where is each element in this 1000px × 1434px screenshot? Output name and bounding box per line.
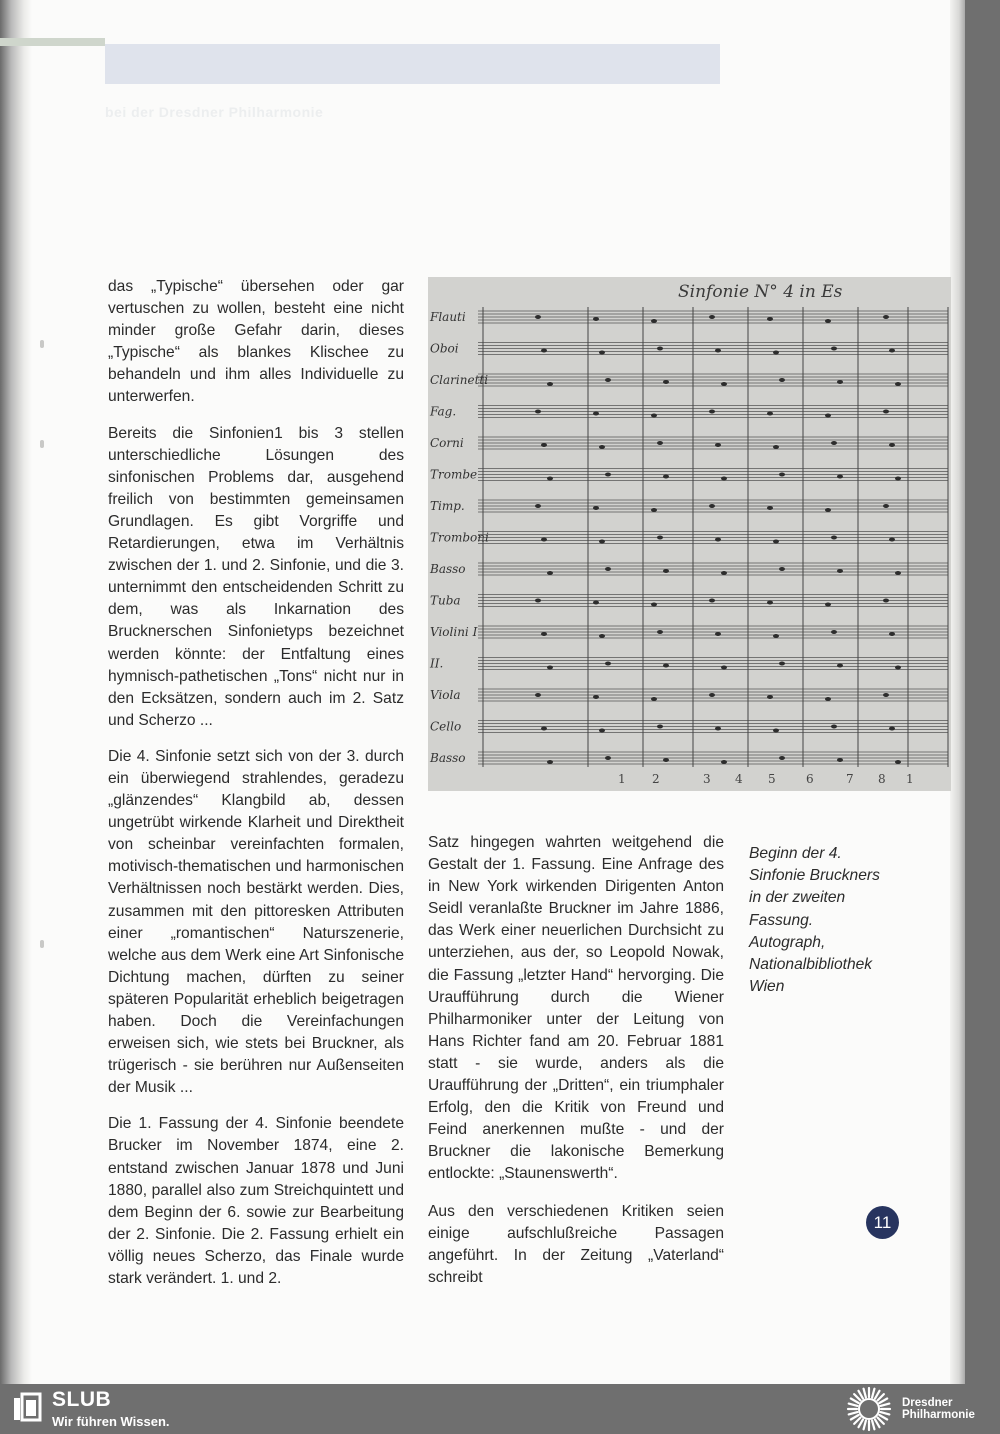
sun-ray	[854, 1417, 860, 1423]
text-column-left	[108, 276, 404, 1304]
page-number-badge: 11	[866, 1206, 899, 1239]
note-mark	[535, 410, 541, 414]
note-mark	[721, 382, 727, 386]
note-mark	[773, 445, 779, 449]
instrument-label: II.	[430, 656, 444, 671]
instrument-label: Trombe	[430, 467, 478, 482]
note-mark	[605, 567, 611, 571]
instrument-label: Timp.	[430, 499, 465, 513]
image-caption	[749, 843, 899, 998]
note-mark	[825, 319, 831, 323]
note-mark	[831, 630, 837, 634]
note-mark	[605, 662, 611, 666]
note-mark	[605, 473, 611, 477]
note-mark	[883, 315, 889, 319]
text-column-middle	[428, 832, 724, 1304]
note-mark	[663, 475, 669, 479]
note-mark	[541, 349, 547, 353]
caption-line: Wien	[749, 978, 785, 996]
note-mark	[767, 601, 773, 605]
note-mark	[709, 693, 715, 697]
right-page-edge	[950, 0, 965, 1384]
sun-ray	[881, 1412, 890, 1414]
sun-ray	[849, 1404, 858, 1406]
note-mark	[593, 412, 599, 416]
note-mark	[657, 347, 663, 351]
note-mark	[721, 760, 727, 764]
instrument-label: Viola	[430, 688, 461, 702]
note-mark	[605, 378, 611, 382]
sun-ray	[859, 1391, 864, 1399]
caption-line: Nationalbibliothek	[749, 956, 873, 974]
sun-ray	[879, 1415, 887, 1420]
measure-number: 2	[652, 772, 660, 786]
note-mark	[895, 477, 901, 481]
note-mark	[779, 378, 785, 382]
note-mark	[773, 729, 779, 733]
sun-ray	[851, 1399, 859, 1404]
note-mark	[535, 315, 541, 319]
note-mark	[547, 571, 553, 575]
note-mark	[773, 634, 779, 638]
note-mark	[825, 508, 831, 512]
note-mark	[837, 758, 843, 762]
measure-number: 5	[768, 772, 776, 786]
note-mark	[605, 756, 611, 760]
measure-number: 7	[846, 772, 854, 786]
slub-book-icon[interactable]	[14, 1392, 42, 1422]
measure-number: 6	[806, 772, 814, 786]
binding-hole	[40, 340, 44, 348]
note-mark	[773, 351, 779, 355]
instrument-label: Fag.	[430, 404, 457, 419]
note-mark	[663, 664, 669, 668]
note-mark	[895, 760, 901, 764]
note-mark	[767, 695, 773, 699]
sun-ray	[875, 1391, 880, 1399]
note-mark	[535, 599, 541, 603]
paragraph: das „Typische“ übersehen oder gar vertuschen zu wollen, besteht eine nicht minder große Gefahr darin, dieses „Typische“ als blankes Klischee zu behandeln und ihm alles Individuelle zu unterwerfen.	[108, 278, 404, 406]
note-mark	[599, 634, 605, 638]
instrument-label: Basso	[430, 562, 466, 576]
note-mark	[767, 506, 773, 510]
sun-ray	[864, 1421, 866, 1430]
note-mark	[721, 666, 727, 670]
paragraph: Bereits die Sinfonien1 bis 3 stellen unterschiedliche Lösungen des sinfonischen Problems dar, ausgehend freilich von bestimmten gemeinsamen Grundlagen. Es gibt Vorgriffe und Retardierungen, etwa im Verhältnis zwischen der 1. und 2. Sinfonie, und die 3. unternimmt den entscheidenden Schritt zu dem, was als Inkarnation des Brucknerschen Sinfonietyps bezeichnet werden könnte: der Entfaltung eines hymnisch-pathetischen „Tons“ nicht nur in den Ecksätzen, sondern auch im 2. Satz und Scherzo ...	[108, 424, 404, 729]
note-mark	[889, 727, 895, 731]
note-mark	[547, 477, 553, 481]
paragraph: Die 1. Fassung der 4. Sinfonie beendete Brucker im November 1874, eine 2. entstand zwischen Januar 1878 und Juni 1880, parallel also zum Streichquintett und dem Beginn der 6. sowie zur Bearbeitung der 2. Sinfonie. Die 2. Fassung erhielt ein völlig neues Scherzo, das Finale wurde stark verändert. 1. und 2.	[108, 1115, 404, 1288]
score-title: Sinfonie N° 4 in Es	[678, 282, 843, 302]
note-mark	[831, 347, 837, 351]
instrument-label: Oboi	[430, 341, 459, 356]
sun-ray	[859, 1419, 864, 1427]
sun-ray	[849, 1412, 858, 1414]
caption-line: Fassung.	[749, 911, 814, 929]
instrument-label: Corni	[430, 436, 464, 450]
note-mark	[883, 410, 889, 414]
caption-line: Sinfonie Bruckners	[749, 867, 880, 885]
measure-number: 3	[703, 772, 711, 786]
note-mark	[657, 725, 663, 729]
note-mark	[535, 693, 541, 697]
note-mark	[547, 760, 553, 764]
note-mark	[779, 756, 785, 760]
note-mark	[831, 536, 837, 540]
note-mark	[837, 380, 843, 384]
sun-ray	[864, 1389, 866, 1398]
sun-ray	[877, 1394, 883, 1400]
note-mark	[651, 414, 657, 418]
page-fold-strip	[0, 38, 105, 46]
caption-line: in der zweiten	[749, 889, 846, 907]
note-mark	[657, 441, 663, 445]
instrument-label: Violini I	[430, 625, 478, 639]
note-mark	[541, 727, 547, 731]
note-mark	[715, 349, 721, 353]
note-mark	[825, 697, 831, 701]
note-mark	[895, 666, 901, 670]
note-mark	[541, 443, 547, 447]
header-band	[105, 44, 720, 84]
instrument-label: Basso	[430, 751, 466, 765]
note-mark	[593, 695, 599, 699]
sun-ray	[877, 1417, 883, 1423]
note-mark	[767, 412, 773, 416]
note-mark	[831, 725, 837, 729]
note-mark	[651, 319, 657, 323]
sun-ray	[879, 1399, 887, 1404]
note-mark	[547, 382, 553, 386]
sun-ray	[851, 1415, 859, 1420]
note-mark	[883, 599, 889, 603]
instrument-label: Tromboni	[430, 530, 489, 545]
note-mark	[663, 758, 669, 762]
manuscript-image	[428, 277, 951, 791]
note-mark	[715, 727, 721, 731]
note-mark	[651, 603, 657, 607]
note-mark	[715, 443, 721, 447]
caption-line: Autograph,	[749, 933, 826, 951]
note-mark	[535, 504, 541, 508]
note-mark	[599, 351, 605, 355]
note-mark	[889, 443, 895, 447]
note-mark	[837, 664, 843, 668]
note-mark	[541, 538, 547, 542]
note-mark	[773, 540, 779, 544]
sun-ray	[872, 1389, 874, 1398]
note-mark	[657, 630, 663, 634]
measure-number: 1	[906, 772, 914, 786]
note-mark	[889, 349, 895, 353]
instrument-label: Flauti	[430, 310, 466, 324]
note-mark	[889, 632, 895, 636]
sun-ray	[854, 1394, 860, 1400]
note-mark	[657, 536, 663, 540]
paragraph: Die 4. Sinfonie setzt sich von der 3. durch ein überwiegend strahlendes, geradezu „glänzendes“ Klangbild ab, dessen ungetrübt wirkende Klarheit und Direktheit von scheinbar vereinfachten formalen, motivisch-thematischen und harmonischen Verhältnissen noch bestärkt werden. Dies, zusammen mit den pittoresken Attributen einer „romantischen“ Naturszenerie, welche aus dem Werk eine Art Sinfonische Dichtung machen, dürften zu seiner späteren Popularität erheblich beigetragen haben. Doch die Vereinfachungen erweisen sich, wie stets bei Bruckner, als trügerisch - sie berühren nur Außenseiten der Musik ...	[108, 747, 404, 1097]
note-mark	[883, 504, 889, 508]
paragraph: Aus den verschiedenen Kritiken seien einige aufschlußreiche Passagen angeführt. In der Zeitung „Vaterland“ schreibt	[428, 1202, 724, 1286]
binding-hole	[40, 940, 44, 948]
note-mark	[651, 508, 657, 512]
note-mark	[599, 729, 605, 733]
slub-logo-text[interactable]: SLUB	[52, 1388, 112, 1411]
instrument-label: Cello	[430, 719, 462, 734]
note-mark	[709, 410, 715, 414]
measure-number: 1	[618, 772, 626, 786]
note-mark	[837, 475, 843, 479]
note-mark	[593, 317, 599, 321]
note-mark	[715, 632, 721, 636]
book-gutter-shadow	[0, 0, 32, 1384]
note-mark	[721, 571, 727, 575]
note-mark	[651, 697, 657, 701]
sun-ray	[881, 1404, 890, 1406]
slub-tagline: Wir führen Wissen.	[52, 1414, 170, 1429]
note-mark	[663, 380, 669, 384]
note-mark	[895, 571, 901, 575]
dresdner-philharmonie-sunburst-icon[interactable]	[843, 1386, 895, 1432]
note-mark	[663, 569, 669, 573]
note-mark	[709, 315, 715, 319]
note-mark	[779, 473, 785, 477]
note-mark	[599, 540, 605, 544]
note-mark	[779, 567, 785, 571]
note-mark	[541, 632, 547, 636]
orchestra-logo-text[interactable]	[902, 1397, 975, 1421]
note-mark	[883, 693, 889, 697]
note-mark	[593, 601, 599, 605]
note-mark	[779, 662, 785, 666]
orchestra-line: Philharmonie	[902, 1409, 975, 1421]
note-mark	[889, 538, 895, 542]
note-mark	[837, 569, 843, 573]
note-mark	[825, 603, 831, 607]
orchestra-line: Dresdner	[902, 1397, 953, 1409]
instrument-label: Tuba	[430, 593, 461, 608]
note-mark	[721, 477, 727, 481]
note-mark	[709, 504, 715, 508]
note-mark	[895, 382, 901, 386]
instrument-label: Clarinetti	[430, 373, 489, 387]
header-ghost-text: bei der Dresdner Philharmonie	[105, 104, 324, 120]
binding-hole	[40, 440, 44, 448]
note-mark	[599, 445, 605, 449]
sun-ray	[875, 1419, 880, 1427]
note-mark	[593, 506, 599, 510]
note-mark	[715, 538, 721, 542]
note-mark	[767, 317, 773, 321]
caption-line: Beginn der 4.	[749, 845, 842, 862]
measure-number: 8	[878, 772, 886, 786]
paragraph: Satz hingegen wahrten weitgehend die Gestalt der 1. Fassung. Eine Anfrage des in New York wirkenden Dirigenten Anton Seidl veranlaßte Bruckner im Jahre 1886, das Werk einer neuerlichen Durchsicht zu unterziehen, aus der, so Leopold Nowak, die Fassung „letzter Hand“ hervorging. Die Uraufführung durch die Wiener Philharmoniker unter der Leitung von Hans Richter fand am 20. Februar 1881 statt - sie wurde, anders als die Uraufführung der „Dritten“, ein triumphaler Erfolg, den die Kritik von Freund und Feind anerkennen mußte - und der Bruckner die lakonische Bemerkung entlockte: „Staunenswerth“.	[428, 834, 724, 1183]
measure-number: 4	[735, 772, 743, 786]
note-mark	[547, 666, 553, 670]
note-mark	[831, 441, 837, 445]
sun-ray	[872, 1421, 874, 1430]
note-mark	[709, 599, 715, 603]
score-drawing	[428, 277, 951, 791]
note-mark	[825, 414, 831, 418]
